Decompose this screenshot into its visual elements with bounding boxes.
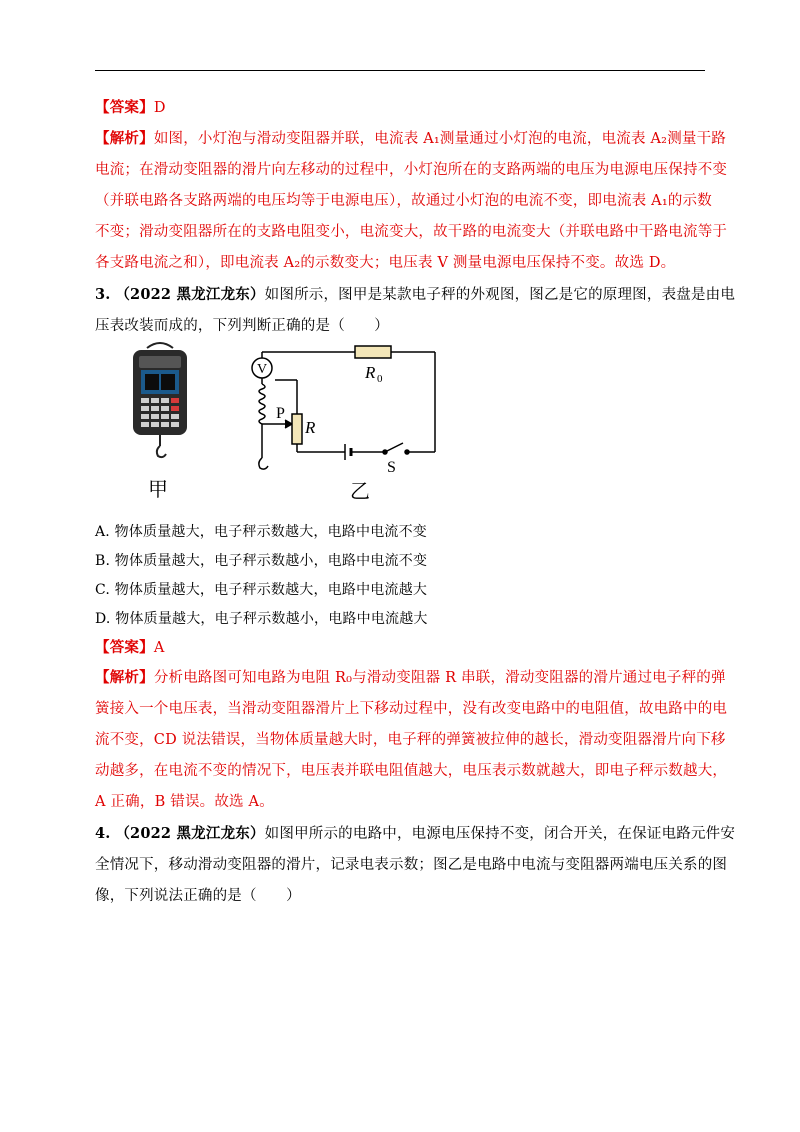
q4-stem-line-2: 全情况下，移动滑动变阻器的滑片，记录电表示数；图乙是电路中电流与变阻器两端电压关系的图 [95, 857, 728, 873]
q3-figure [125, 340, 455, 514]
slider-label: P [276, 405, 285, 422]
answer-label: 【答案】 [95, 99, 154, 116]
electronic-scale-image [133, 343, 187, 457]
answer-label: 【答案】 [95, 639, 154, 656]
answer-value: A [153, 640, 165, 656]
figure-label-jia: 甲 [148, 477, 168, 501]
q3-option-b: B. 物体质量越大，电子秤示数越小，电路中电流不变 [95, 553, 428, 569]
q2-analysis-line-4: 不变；滑动变阻器所在的支路电阻变小，电流变大，故干路的电流变大（并联电路中干路电流等于 [95, 224, 728, 240]
header-rule [95, 70, 705, 71]
switch-label: S [387, 459, 396, 476]
resistor-r0-icon [355, 346, 391, 358]
q2-answer [95, 96, 166, 117]
analysis-label: 【解析】 [95, 130, 154, 147]
q3-answer [95, 636, 164, 657]
rheostat-label: R [305, 418, 316, 437]
voltmeter-label: V [256, 362, 268, 377]
q2-analysis-line-2: 电流；在滑动变阻器的滑片向左移动的过程中，小灯泡所在的支路两端的电压为电源电压保持不变 [95, 162, 728, 178]
answer-value: D [153, 100, 166, 116]
spring-icon [259, 384, 265, 424]
r0-label: R [365, 363, 376, 382]
q2-analysis-line-1: 【解析】如图，小灯泡与滑动变阻器并联，电流表 A₁测量通过小灯泡的电流，电流表 A₂测量干路 [95, 130, 726, 147]
figure-label-yi: 乙 [350, 479, 370, 503]
question-source: （2022 黑龙江龙东） [115, 286, 265, 303]
r0-subscript: 0 [377, 373, 383, 385]
q4-stem-line-1: 4. （2022 黑龙江龙东）如图甲所示的电路中，电源电压保持不变，闭合开关，在保证电路元件安 [95, 825, 736, 842]
q3-stem-line-1: 3. （2022 黑龙江龙东）如图所示，图甲是某款电子秤的外观图，图乙是它的原理图，表盘是由电 [95, 286, 736, 303]
q3-option-d: D. 物体质量越大，电子秤示数越小，电路中电流越大 [95, 611, 428, 627]
q3-option-a: A. 物体质量越大，电子秤示数越大，电路中电流不变 [95, 524, 428, 540]
q3-option-c: C. 物体质量越大，电子秤示数越大，电路中电流越大 [95, 582, 428, 598]
q2-analysis-line-3: （并联电路各支路两端的电压均等于电源电压），故通过小灯泡的电流不变，即电流表 A₁的示数 [95, 193, 712, 209]
question-source: （2022 黑龙江龙东） [115, 825, 265, 842]
q3-analysis-line-4: 动越多，在电流不变的情况下，电压表并联电阻值越大，电压表示数就越大，即电子秤示数越大， [95, 763, 728, 779]
q2-analysis-line-5: 各支路电流之和），即电流表 A₂的示数变大；电压表 V 测量电源电压保持不变。故选 D。 [95, 255, 676, 271]
switch-icon [385, 443, 403, 452]
rheostat-icon [292, 414, 302, 444]
analysis-label: 【解析】 [95, 669, 154, 686]
q4-stem-line-3: 像，下列说法正确的是（ ） [95, 888, 301, 904]
question-number: 3. [95, 286, 111, 303]
q3-analysis-line-1: 【解析】分析电路图可知电路为电阻 R₀与滑动变阻器 R 串联，滑动变阻器的滑片通过电子秤的弹 [95, 669, 726, 686]
q3-analysis-line-2: 簧接入一个电压表，当滑动变阻器滑片上下移动过程中，没有改变电路中的电阻值，故电路中的电 [95, 701, 728, 717]
q3-analysis-line-3: 流不变，CD 说法错误，当物体质量越大时，电子秤的弹簧被拉伸的越长，滑动变阻器滑片向下移 [95, 732, 726, 748]
q3-analysis-line-5: A 正确，B 错误。故选 A。 [95, 794, 274, 810]
q3-stem-line-2: 压表改装而成的，下列判断正确的是（ ） [95, 318, 389, 334]
question-number: 4. [95, 825, 111, 842]
hook-icon [259, 458, 268, 469]
